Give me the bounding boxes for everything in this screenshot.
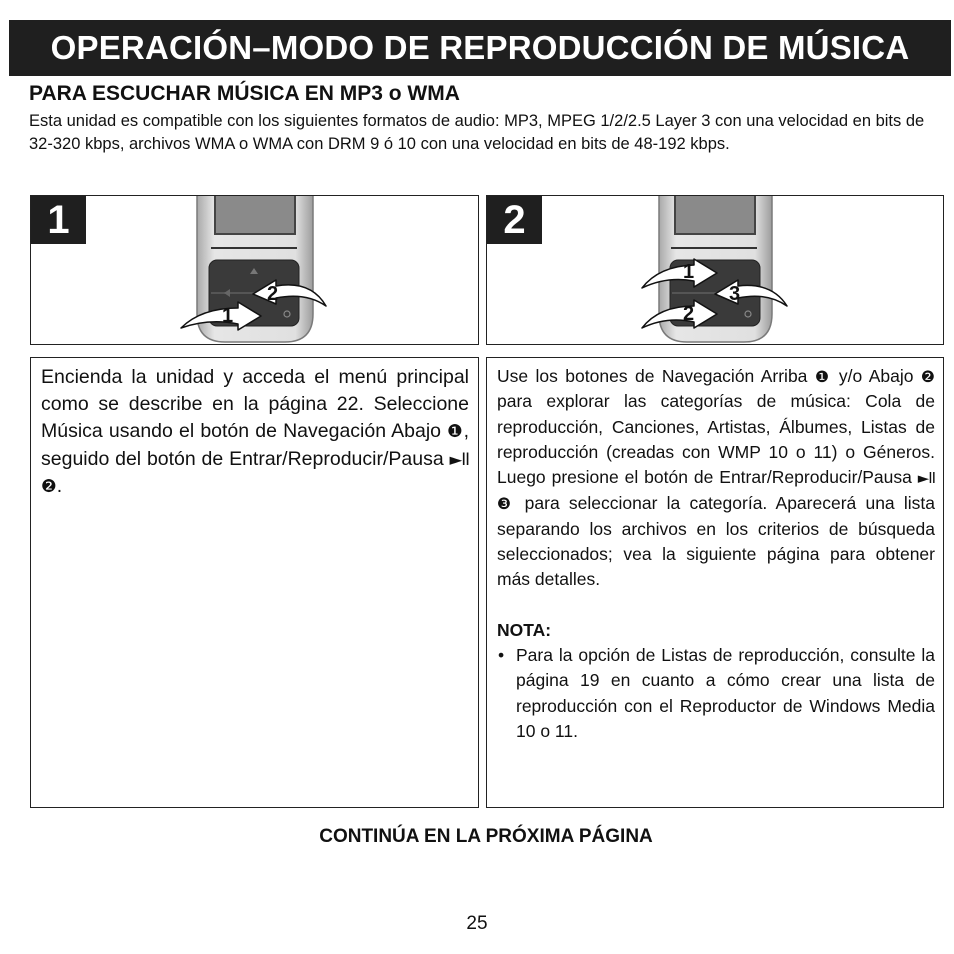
step-1-number: 1 (31, 196, 86, 244)
circled-two-icon: ❷ (920, 367, 935, 386)
step-2-number: 2 (487, 196, 542, 244)
note-label: NOTA: (497, 619, 552, 640)
callout-1-label: 1 (222, 305, 234, 327)
page-number: 25 (466, 913, 488, 934)
step-1-instructions (30, 357, 479, 808)
step-2-figure (486, 195, 944, 345)
step-2-instructions (486, 357, 944, 808)
section-title: PARA ESCUCHAR MÚSICA EN MP3 o WMA (29, 82, 460, 105)
step-2-paragraph: Use los botones de Navegación Arriba ❶ y/o Abajo ❷ para explorar las categorías de música: Cola de reproducción, Canciones, Artistas, Álbumes, Listas de reproducción (creadas con WMP 10 o 11) o Géneros. Luego presione el botón de Entrar/Reproducir/Pausa ►II ❸ para seleccionar la categoría. Aparecerá una lista separando los archivos en los criterios de búsqueda seleccionados; vea la siguiente página para obtener más detalles. (497, 366, 935, 590)
page-title: OPERACIÓN–MODO DE REPRODUCCIÓN DE MÚSICA (50, 29, 910, 66)
device-screen (215, 196, 295, 234)
intro-paragraph: Esta unidad es compatible con los siguientes formatos de audio: MP3, MPEG 1/2/2.5 Layer 3 con una velocidad en bits de 32-320 kbps, archivos WMA o WMA con DRM 9 ó 10 con una velocidad en bits de 48-192 kbps. (29, 112, 925, 153)
continue-notice: CONTINÚA EN LA PRÓXIMA PÁGINA (319, 826, 653, 847)
play-pause-icon: ►II (449, 450, 469, 469)
step-2-device-illustration (487, 196, 944, 345)
callout-2-label: 2 (683, 303, 695, 325)
note-text: Para la opción de Listas de reproducción, consulte la página 19 en cuanto a cómo crear una lista de reproducción con el Reproductor de Windows Media 10 o 11. (516, 644, 935, 741)
step-1-paragraph: Encienda la unidad y acceda el menú principal como se describe en la página 22. Seleccione Música usando el botón de Navegación Abajo ❶, seguido del botón de Entrar/Reproducir/Pausa ►II ❷. (41, 366, 469, 497)
bullet-icon: • (498, 644, 505, 665)
callout-2-label: 2 (267, 283, 279, 305)
note-item (497, 643, 935, 744)
page-header (9, 20, 951, 76)
circled-two-icon: ❷ (41, 477, 57, 497)
step-1-device-illustration (31, 196, 479, 345)
play-pause-icon: ►II (917, 469, 935, 488)
circled-one-icon: ❶ (814, 367, 832, 386)
circled-one-icon: ❶ (447, 422, 464, 442)
callout-3-label: 3 (729, 283, 741, 305)
callout-1-label: 1 (683, 261, 695, 283)
circled-three-icon: ❸ (497, 494, 516, 514)
device-screen (675, 196, 755, 234)
step-1-figure (30, 195, 479, 345)
